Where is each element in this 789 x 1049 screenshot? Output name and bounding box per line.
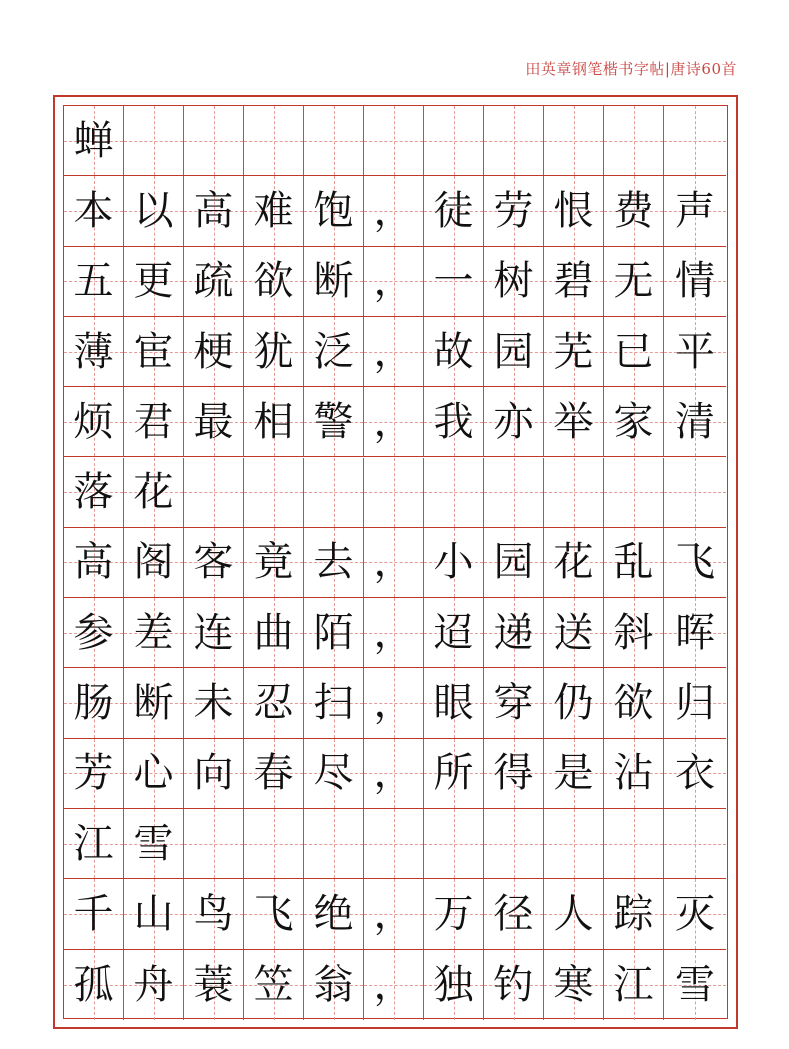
grid-cell: [424, 176, 484, 245]
character: 眼: [433, 680, 474, 727]
grid-cell: [424, 317, 484, 386]
grid-cell: [604, 739, 664, 808]
grid-cell: [664, 739, 726, 808]
character: 寒: [553, 961, 594, 1008]
grid-cell: [364, 668, 424, 737]
character: ，: [373, 328, 414, 375]
grid-cell: [364, 317, 424, 386]
character: 树: [493, 258, 534, 305]
grid-cell: [424, 950, 484, 1020]
character: 高: [193, 187, 234, 234]
character: 高: [73, 539, 114, 586]
character: 家: [613, 398, 654, 445]
character: 衣: [675, 750, 715, 797]
grid-cell: [484, 176, 544, 245]
grid-cell: [64, 598, 124, 667]
grid-cell: [64, 387, 124, 456]
grid-cell: [664, 528, 726, 597]
character: 竟: [253, 539, 294, 586]
character: 泛: [313, 328, 354, 375]
character: 落: [73, 469, 114, 516]
character: 踪: [613, 890, 654, 937]
character: 碧: [553, 258, 594, 305]
grid-cell: [664, 668, 726, 737]
character: 薄: [73, 328, 114, 375]
grid-cell: [304, 247, 364, 316]
grid-row: [64, 879, 726, 949]
grid-cell: [64, 458, 124, 527]
grid-cell: [664, 317, 726, 386]
character: 平: [675, 328, 715, 375]
grid-row: [64, 106, 726, 176]
grid-row: [64, 668, 726, 738]
character: 雪: [133, 820, 174, 867]
grid-cell: [484, 387, 544, 456]
grid-cell: [364, 247, 424, 316]
character: 五: [73, 258, 114, 305]
grid-cell: [244, 668, 304, 737]
character: 江: [73, 820, 114, 867]
grid-cell: [364, 458, 424, 527]
practice-sheet: [53, 95, 738, 1029]
character: 无: [613, 258, 654, 305]
grid-cell: [124, 809, 184, 878]
grid-cell: [184, 387, 244, 456]
grid-cell: [124, 879, 184, 948]
character: 烦: [73, 398, 114, 445]
grid-cell: [424, 809, 484, 878]
grid-cell: [304, 176, 364, 245]
grid-cell: [544, 247, 604, 316]
grid-cell: [424, 247, 484, 316]
grid-cell: [64, 879, 124, 948]
grid-cell: [604, 598, 664, 667]
grid-cell: [544, 950, 604, 1020]
grid-cell: [64, 247, 124, 316]
grid-row: [64, 176, 726, 246]
grid-cell: [544, 458, 604, 527]
grid-cell: [364, 598, 424, 667]
character: 小: [433, 539, 474, 586]
grid-cell: [484, 809, 544, 878]
character: 翁: [313, 961, 354, 1008]
page-header: 田英章钢笔楷书字帖|唐诗60首: [525, 60, 737, 78]
character: 梗: [193, 328, 234, 375]
character: 费: [613, 187, 654, 234]
grid-cell: [364, 106, 424, 175]
grid-cell: [64, 176, 124, 245]
character: 独: [433, 961, 474, 1008]
character: 未: [193, 680, 234, 727]
grid-cell: [364, 809, 424, 878]
grid-cell: [304, 739, 364, 808]
grid-cell: [184, 668, 244, 737]
grid-cell: [64, 668, 124, 737]
character: 肠: [73, 680, 114, 727]
character: 本: [73, 187, 114, 234]
grid-cell: [124, 458, 184, 527]
character: 园: [493, 328, 534, 375]
grid-cell: [484, 247, 544, 316]
character: 迢: [433, 609, 474, 656]
grid-cell: [64, 739, 124, 808]
grid-cell: [604, 247, 664, 316]
grid-cell: [664, 176, 726, 245]
grid-cell: [364, 387, 424, 456]
grid-cell: [124, 528, 184, 597]
grid-cell: [604, 176, 664, 245]
grid-row: [64, 809, 726, 879]
character: 劳: [493, 187, 534, 234]
character: 山: [133, 890, 174, 937]
grid-cell: [604, 950, 664, 1020]
character: 是: [553, 750, 594, 797]
grid-cell: [184, 528, 244, 597]
grid-cell: [604, 106, 664, 175]
character: 客: [193, 539, 234, 586]
grid-cell: [364, 739, 424, 808]
grid-cell: [124, 387, 184, 456]
character: 鸟: [193, 890, 234, 937]
grid-row: [64, 317, 726, 387]
grid-row: [64, 387, 726, 457]
grid-cell: [664, 458, 726, 527]
grid-cell: [244, 176, 304, 245]
character: 送: [553, 609, 594, 656]
character: 难: [253, 187, 294, 234]
grid-cell: [544, 598, 604, 667]
grid-cell: [244, 879, 304, 948]
character: 一: [433, 258, 474, 305]
grid-cell: [244, 950, 304, 1020]
grid-cell: [484, 879, 544, 948]
character: 清: [675, 398, 715, 445]
grid-cell: [484, 528, 544, 597]
grid-row: [64, 950, 726, 1020]
grid-cell: [544, 528, 604, 597]
character: 我: [433, 398, 474, 445]
grid-cell: [184, 879, 244, 948]
grid-cell: [544, 387, 604, 456]
grid-cell: [304, 668, 364, 737]
grid-cell: [124, 739, 184, 808]
grid-cell: [364, 176, 424, 245]
grid-cell: [244, 106, 304, 175]
character: 斜: [613, 609, 654, 656]
character: 灭: [675, 890, 715, 937]
grid-cell: [544, 106, 604, 175]
character: 笠: [253, 961, 294, 1008]
grid-cell: [604, 387, 664, 456]
character: 晖: [675, 609, 715, 656]
character: 万: [433, 890, 474, 937]
grid-cell: [304, 809, 364, 878]
grid-cell: [304, 106, 364, 175]
grid-cell: [124, 247, 184, 316]
grid-cell: [244, 598, 304, 667]
grid-row: [64, 247, 726, 317]
character: 欲: [253, 258, 294, 305]
character: 差: [133, 609, 174, 656]
grid-cell: [664, 247, 726, 316]
character: ，: [373, 961, 414, 1008]
grid-cell: [304, 317, 364, 386]
grid-cell: [184, 458, 244, 527]
character: ，: [373, 258, 414, 305]
character: 所: [433, 750, 474, 797]
character: 沾: [613, 750, 654, 797]
character: 疏: [193, 258, 234, 305]
character: 恨: [553, 187, 594, 234]
character: 江: [613, 961, 654, 1008]
grid-cell: [544, 668, 604, 737]
grid-cell: [484, 458, 544, 527]
character: 花: [133, 469, 174, 516]
character: 警: [313, 398, 354, 445]
grid-cell: [244, 387, 304, 456]
character: 连: [193, 609, 234, 656]
character: 花: [553, 539, 594, 586]
grid-cell: [664, 387, 726, 456]
character: 参: [73, 609, 114, 656]
grid-cell: [64, 528, 124, 597]
grid-cell: [244, 528, 304, 597]
character: 春: [253, 750, 294, 797]
grid-cell: [364, 879, 424, 948]
grid-cell: [304, 950, 364, 1020]
grid-cell: [64, 809, 124, 878]
character: 最: [193, 398, 234, 445]
character: 向: [193, 750, 234, 797]
grid-cell: [664, 598, 726, 667]
character: ，: [373, 187, 414, 234]
grid-cell: [184, 106, 244, 175]
character: ，: [373, 890, 414, 937]
grid-cell: [604, 809, 664, 878]
character: 曲: [253, 609, 294, 656]
grid-cell: [604, 668, 664, 737]
grid-cell: [64, 950, 124, 1020]
grid-cell: [424, 879, 484, 948]
character: 犹: [253, 328, 294, 375]
character: 以: [133, 187, 174, 234]
character: 已: [613, 328, 654, 375]
grid-cell: [244, 739, 304, 808]
character: 飞: [253, 890, 294, 937]
grid-cell: [244, 247, 304, 316]
grid-cell: [304, 528, 364, 597]
grid-cell: [424, 458, 484, 527]
grid-cell: [364, 950, 424, 1020]
grid-cell: [544, 317, 604, 386]
grid-row: [64, 528, 726, 598]
character: 相: [253, 398, 294, 445]
character: 情: [675, 258, 715, 305]
character: 人: [553, 890, 594, 937]
grid-cell: [184, 317, 244, 386]
character: 忍: [253, 680, 294, 727]
character: 绝: [313, 890, 354, 937]
grid-cell: [184, 950, 244, 1020]
grid-cell: [184, 598, 244, 667]
character: 举: [553, 398, 594, 445]
grid-cell: [124, 950, 184, 1020]
character: 扫: [313, 680, 354, 727]
character: 芜: [553, 328, 594, 375]
grid-cell: [424, 528, 484, 597]
grid-row: [64, 739, 726, 809]
grid-cell: [484, 317, 544, 386]
character: 君: [133, 398, 174, 445]
character: 雪: [675, 961, 715, 1008]
character: 去: [313, 539, 354, 586]
grid-cell: [124, 598, 184, 667]
character: ，: [373, 680, 414, 727]
character: 穿: [493, 680, 534, 727]
grid-cell: [424, 668, 484, 737]
grid-cell: [124, 106, 184, 175]
grid-cell: [604, 458, 664, 527]
grid-cell: [304, 387, 364, 456]
grid-cell: [304, 598, 364, 667]
grid-cell: [604, 879, 664, 948]
character: ，: [373, 539, 414, 586]
character: 宦: [133, 328, 174, 375]
character: ，: [373, 750, 414, 797]
character: 归: [675, 680, 715, 727]
grid-cell: [544, 879, 604, 948]
grid-row: [64, 598, 726, 668]
grid-cell: [184, 176, 244, 245]
character: 断: [133, 680, 174, 727]
grid-cell: [364, 528, 424, 597]
grid-cell: [484, 106, 544, 175]
grid-cell: [544, 739, 604, 808]
character: 园: [493, 539, 534, 586]
grid-cell: [244, 809, 304, 878]
grid-cell: [664, 106, 726, 175]
grid-cell: [304, 879, 364, 948]
character: ，: [373, 609, 414, 656]
grid-cell: [184, 739, 244, 808]
grid-cell: [544, 176, 604, 245]
grid-cell: [664, 950, 726, 1020]
character: 递: [493, 609, 534, 656]
character: 饱: [313, 187, 354, 234]
grid-cell: [184, 809, 244, 878]
character: 得: [493, 750, 534, 797]
grid-cell: [424, 387, 484, 456]
character: 孤: [73, 961, 114, 1008]
character: 更: [133, 258, 174, 305]
grid-cell: [484, 668, 544, 737]
grid-cell: [64, 317, 124, 386]
grid-cell: [604, 528, 664, 597]
character: 陌: [313, 609, 354, 656]
grid-cell: [544, 809, 604, 878]
character: 阁: [133, 539, 174, 586]
grid-cell: [484, 598, 544, 667]
character: 蓑: [193, 961, 234, 1008]
grid-cell: [484, 739, 544, 808]
grid-cell: [424, 106, 484, 175]
character: 故: [433, 328, 474, 375]
character: ，: [373, 398, 414, 445]
character: 径: [493, 890, 534, 937]
tianzige-grid: [63, 105, 728, 1019]
grid-cell: [424, 739, 484, 808]
character: 舟: [133, 961, 174, 1008]
grid-cell: [124, 176, 184, 245]
grid-cell: [64, 106, 124, 175]
character: 蝉: [73, 117, 114, 164]
character: 亦: [493, 398, 534, 445]
grid-cell: [304, 458, 364, 527]
character: 断: [313, 258, 354, 305]
character: 乱: [613, 539, 654, 586]
character: 钓: [493, 961, 534, 1008]
grid-cell: [124, 317, 184, 386]
grid-cell: [244, 317, 304, 386]
character: 徒: [433, 187, 474, 234]
character: 千: [73, 890, 114, 937]
grid-cell: [484, 950, 544, 1020]
character: 仍: [553, 680, 594, 727]
grid-cell: [184, 247, 244, 316]
character: 心: [133, 750, 174, 797]
grid-cell: [244, 458, 304, 527]
character: 芳: [73, 750, 114, 797]
character: 飞: [675, 539, 715, 586]
character: 尽: [313, 750, 354, 797]
grid-cell: [664, 879, 726, 948]
grid-row: [64, 458, 726, 528]
character: 声: [675, 187, 715, 234]
grid-cell: [124, 668, 184, 737]
grid-cell: [604, 317, 664, 386]
character: 欲: [613, 680, 654, 727]
grid-cell: [424, 598, 484, 667]
grid-cell: [664, 809, 726, 878]
